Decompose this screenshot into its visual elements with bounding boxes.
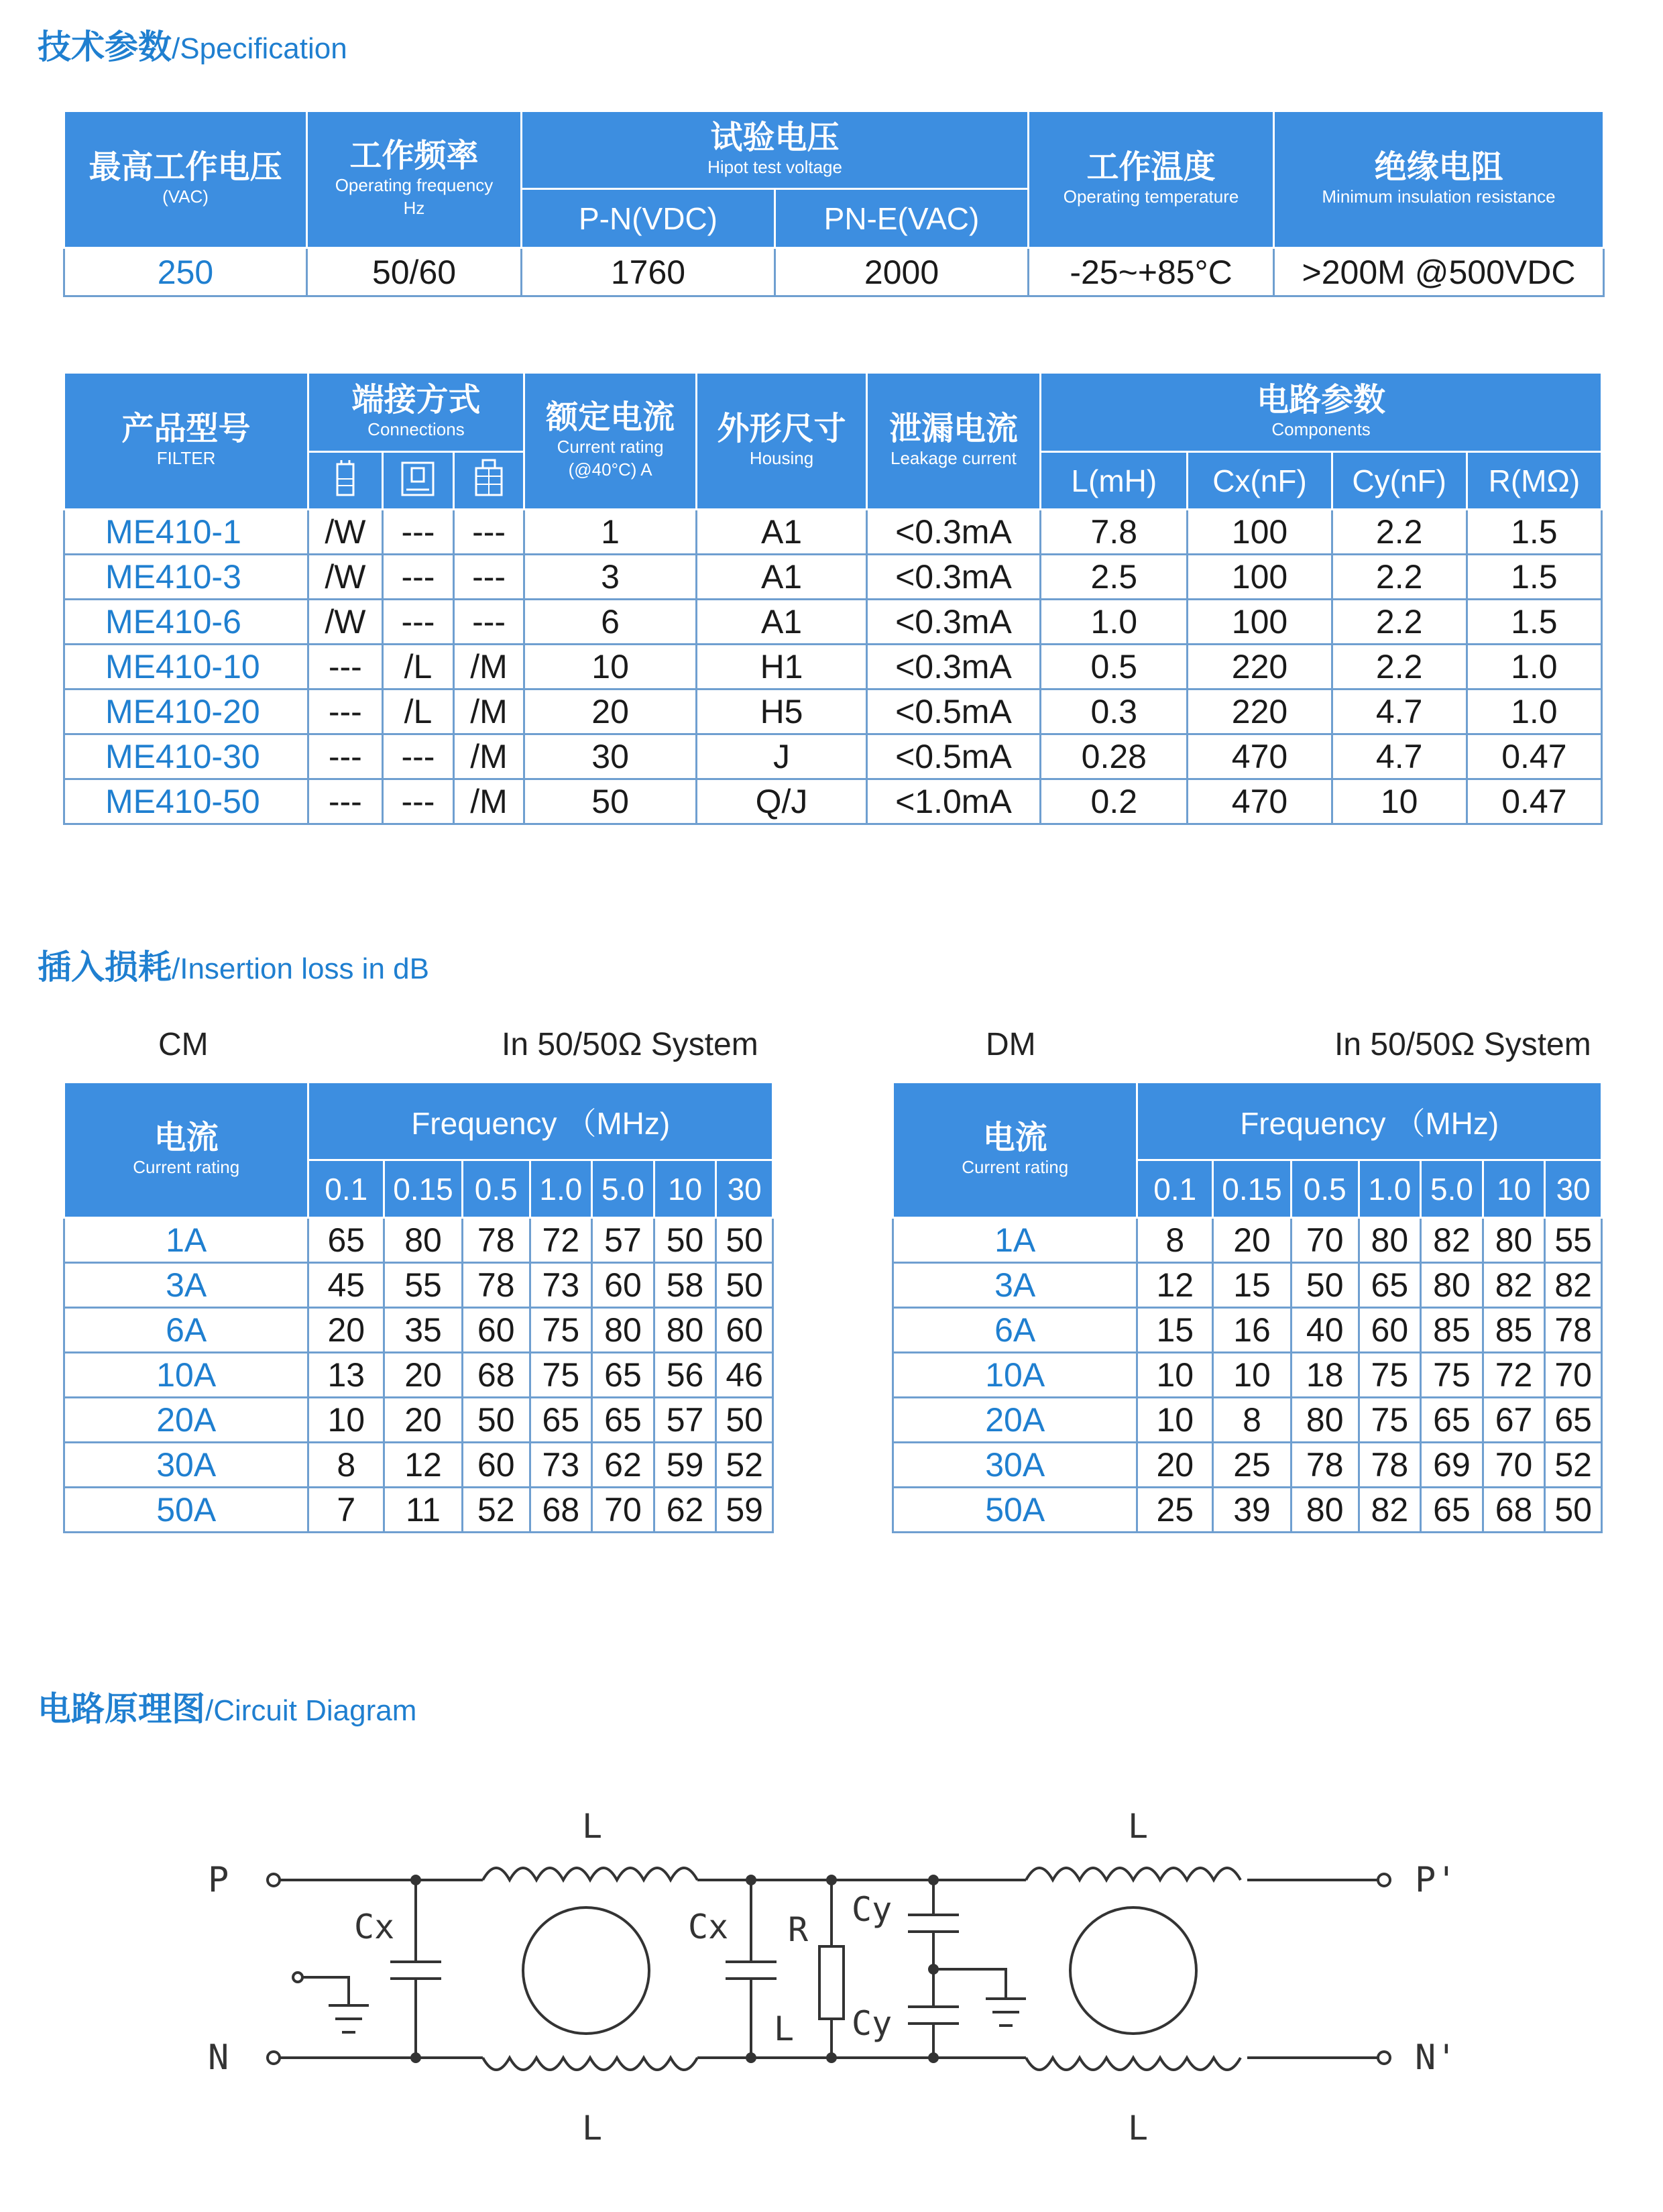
header-housing: 外形尺寸 Housing	[697, 373, 866, 510]
loss-cell: 70	[592, 1488, 654, 1533]
current-cell: 50A	[893, 1488, 1137, 1533]
loss-cell: 25	[1137, 1488, 1213, 1533]
model-cell: ME410-20	[64, 689, 308, 734]
loss-cell: 65	[1421, 1398, 1483, 1443]
loss-cell: 50	[716, 1398, 773, 1443]
loss-cell: 78	[1545, 1308, 1602, 1353]
header-frequency: 工作频率 Operating frequency Hz	[307, 111, 522, 248]
current-cell: 30A	[893, 1443, 1137, 1488]
capacitor-cy2-label: Cy	[852, 2004, 893, 2043]
model-cell: ME410-3	[64, 555, 308, 600]
current-cell: 20A	[64, 1398, 308, 1443]
table-row	[893, 1353, 1602, 1398]
table-cell: <0.5mA	[866, 734, 1040, 779]
table-cell: /M	[454, 779, 524, 824]
loss-cell: 58	[654, 1263, 716, 1308]
header-l: L(mH)	[1041, 452, 1188, 510]
table-row	[64, 1353, 773, 1398]
loss-cell: 60	[462, 1308, 530, 1353]
freq-cell: 5.0	[592, 1160, 654, 1218]
table-cell: 1.5	[1467, 510, 1601, 555]
inductor-2-bottom	[1026, 2058, 1241, 2070]
table-cell: <0.3mA	[866, 645, 1040, 689]
table-cell: 1.0	[1467, 689, 1601, 734]
loss-cell: 73	[530, 1263, 592, 1308]
freq-cell: 1.0	[1359, 1160, 1421, 1218]
freq-cell: 0.1	[308, 1160, 384, 1218]
loss-cell: 45	[308, 1263, 384, 1308]
loss-cell: 65	[1421, 1488, 1483, 1533]
table-cell: A1	[697, 510, 866, 555]
freq-cell: 30	[716, 1160, 773, 1218]
loss-cell: 16	[1213, 1308, 1292, 1353]
loss-cell: 80	[654, 1308, 716, 1353]
loss-cell: 65	[592, 1353, 654, 1398]
table-cell: Q/J	[697, 779, 866, 824]
current-cell: 30A	[64, 1443, 308, 1488]
table-cell: 7.8	[1041, 510, 1188, 555]
loss-cell: 15	[1137, 1308, 1213, 1353]
loss-cell: 50	[716, 1263, 773, 1308]
table-cell: ---	[382, 779, 454, 824]
spec-cell: 50/60	[307, 248, 522, 296]
loss-cell: 25	[1213, 1443, 1292, 1488]
inductor-1-bottom-label: L	[582, 2109, 603, 2148]
loss-cell: 72	[530, 1218, 592, 1263]
loss-cell: 78	[1291, 1443, 1359, 1488]
section-title-circuit: 电路原理图/Circuit Diagram	[38, 1690, 417, 1728]
dm-table-body	[893, 1218, 1602, 1533]
faston-terminal-icon	[382, 452, 454, 510]
table-cell: /W	[308, 510, 383, 555]
terminal-n-out	[1378, 2052, 1390, 2064]
header-hipot: 试验电压 Hipot test voltage	[522, 111, 1029, 189]
table-cell: J	[697, 734, 866, 779]
current-cell: 3A	[893, 1263, 1137, 1308]
loss-cell: 39	[1213, 1488, 1292, 1533]
section-title-spec: 技术参数/Specification	[38, 28, 347, 66]
loss-cell: 78	[1359, 1443, 1421, 1488]
filter-table	[63, 372, 1603, 825]
current-cell: 6A	[893, 1308, 1137, 1353]
section-title-insertion: 插入损耗/Insertion loss in dB	[38, 948, 429, 986]
table-row	[893, 1398, 1602, 1443]
loss-cell: 52	[1545, 1443, 1602, 1488]
current-cell: 50A	[64, 1488, 308, 1533]
loss-cell: 60	[1359, 1308, 1421, 1353]
table-cell: 1.0	[1041, 600, 1188, 645]
table-cell: /M	[454, 689, 524, 734]
loss-cell: 60	[592, 1263, 654, 1308]
loss-cell: 52	[716, 1443, 773, 1488]
current-cell: 10A	[893, 1353, 1137, 1398]
spec-cell: 1760	[522, 248, 775, 296]
loss-cell: 70	[1483, 1443, 1545, 1488]
loss-cell: 69	[1421, 1443, 1483, 1488]
header-insulation: 绝缘电阻 Minimum insulation resistance	[1274, 111, 1604, 248]
capacitor-cx1-label: Cx	[354, 1907, 395, 1946]
loss-cell: 80	[1421, 1263, 1483, 1308]
table-cell: 100	[1188, 555, 1332, 600]
table-cell: 0.5	[1041, 645, 1188, 689]
loss-cell: 65	[308, 1218, 384, 1263]
table-row	[64, 510, 1602, 555]
table-cell: 470	[1188, 734, 1332, 779]
table-cell: ---	[454, 555, 524, 600]
loss-cell: 67	[1483, 1398, 1545, 1443]
table-row	[64, 689, 1602, 734]
capacitor-cx2	[726, 1880, 777, 2058]
loss-cell: 82	[1421, 1218, 1483, 1263]
loss-cell: 80	[384, 1218, 463, 1263]
loss-cell: 50	[1291, 1263, 1359, 1308]
table-cell: /L	[382, 689, 454, 734]
loss-cell: 35	[384, 1308, 463, 1353]
table-cell: 30	[524, 734, 696, 779]
table-cell: 0.28	[1041, 734, 1188, 779]
loss-cell: 60	[716, 1308, 773, 1353]
current-cell: 10A	[64, 1353, 308, 1398]
loss-cell: 20	[384, 1398, 463, 1443]
header-r: R(MΩ)	[1467, 452, 1601, 510]
freq-cell: 10	[654, 1160, 716, 1218]
table-cell: 0.3	[1041, 689, 1188, 734]
loss-cell: 8	[1137, 1218, 1213, 1263]
spec-cell: 2000	[775, 248, 1029, 296]
cm-loss-table	[63, 1081, 774, 1533]
table-cell: 100	[1188, 600, 1332, 645]
table-row	[893, 1488, 1602, 1533]
loss-cell: 57	[654, 1398, 716, 1443]
dm-label: DM	[986, 1027, 1036, 1062]
cm-label: CM	[158, 1027, 209, 1062]
spec-cell: >200M @500VDC	[1274, 248, 1604, 296]
loss-cell: 50	[716, 1218, 773, 1263]
dm-system: In 50/50Ω System	[1334, 1027, 1591, 1062]
table-cell: 10	[524, 645, 696, 689]
loss-cell: 50	[462, 1398, 530, 1443]
loss-cell: 56	[654, 1353, 716, 1398]
loss-cell: 13	[308, 1353, 384, 1398]
table-row	[64, 734, 1602, 779]
loss-cell: 50	[1545, 1488, 1602, 1533]
dm-loss-table	[892, 1081, 1603, 1533]
table-cell: ---	[382, 734, 454, 779]
loss-cell: 46	[716, 1353, 773, 1398]
table-cell: /M	[454, 734, 524, 779]
table-row	[893, 1308, 1602, 1353]
loss-cell: 78	[462, 1218, 530, 1263]
terminal-p-out-label: P'	[1415, 1860, 1457, 1900]
ground-1-icon	[302, 1977, 369, 2032]
terminal-p-label: P	[208, 1860, 229, 1900]
wire-terminal-icon	[308, 452, 383, 510]
header-frequency-mhz: Frequency （MHz)	[308, 1083, 773, 1160]
freq-cell: 5.0	[1421, 1160, 1483, 1218]
freq-cell: 30	[1545, 1160, 1602, 1218]
table-cell: 0.47	[1467, 734, 1601, 779]
table-cell: 100	[1188, 510, 1332, 555]
loss-cell: 78	[462, 1263, 530, 1308]
capacitor-cx1	[390, 1880, 441, 2058]
loss-cell: 82	[1545, 1263, 1602, 1308]
loss-cell: 80	[592, 1308, 654, 1353]
loss-cell: 52	[462, 1488, 530, 1533]
loss-cell: 59	[654, 1443, 716, 1488]
core-2	[1070, 1907, 1196, 2034]
inductor-1-bottom	[483, 2058, 697, 2070]
loss-cell: 75	[1421, 1353, 1483, 1398]
header-connections: 端接方式 Connections	[308, 373, 524, 452]
current-cell: 6A	[64, 1308, 308, 1353]
table-cell: 1.5	[1467, 600, 1601, 645]
resistor-r	[819, 1880, 844, 2058]
loss-cell: 60	[462, 1443, 530, 1488]
table-cell: 4.7	[1332, 689, 1467, 734]
table-row	[64, 1218, 773, 1263]
inductor-2-bottom-label: L	[1128, 2109, 1149, 2148]
header-current: 电流 Current rating	[64, 1083, 308, 1218]
ground-2-icon	[933, 1969, 1026, 2026]
header-cy: Cy(nF)	[1332, 452, 1467, 510]
table-cell: 2.2	[1332, 600, 1467, 645]
table-cell: H1	[697, 645, 866, 689]
model-cell: ME410-1	[64, 510, 308, 555]
table-cell: H5	[697, 689, 866, 734]
model-cell: ME410-10	[64, 645, 308, 689]
loss-cell: 73	[530, 1443, 592, 1488]
header-temp: 工作温度 Operating temperature	[1029, 111, 1274, 248]
cx2-bottom-label: L	[774, 2009, 795, 2048]
loss-cell: 12	[384, 1443, 463, 1488]
loss-cell: 80	[1291, 1398, 1359, 1443]
loss-cell: 75	[530, 1308, 592, 1353]
loss-cell: 80	[1359, 1218, 1421, 1263]
loss-cell: 75	[530, 1353, 592, 1398]
table-cell: 2.2	[1332, 510, 1467, 555]
table-cell: ---	[308, 645, 383, 689]
cm-system: In 50/50Ω System	[502, 1027, 758, 1062]
table-row	[64, 645, 1602, 689]
capacitor-cy1-label: Cy	[852, 1890, 893, 1929]
inductor-2-top-label: L	[1128, 1807, 1149, 1846]
loss-cell: 20	[384, 1353, 463, 1398]
filter-table-body	[64, 510, 1602, 824]
screw-terminal-icon	[454, 452, 524, 510]
table-cell: ---	[382, 600, 454, 645]
table-cell: 2.2	[1332, 555, 1467, 600]
header-leakage: 泄漏电流 Leakage current	[866, 373, 1040, 510]
table-row	[64, 1308, 773, 1353]
loss-cell: 65	[1545, 1398, 1602, 1443]
loss-cell: 70	[1291, 1218, 1359, 1263]
table-cell: 0.47	[1467, 779, 1601, 824]
table-cell: /M	[454, 645, 524, 689]
loss-cell: 20	[1137, 1443, 1213, 1488]
table-cell: ---	[308, 734, 383, 779]
loss-cell: 20	[308, 1308, 384, 1353]
terminal-p-out	[1378, 1874, 1390, 1886]
loss-cell: 62	[654, 1488, 716, 1533]
loss-cell: 75	[1359, 1353, 1421, 1398]
table-row	[64, 1443, 773, 1488]
inductor-1-top-label: L	[582, 1807, 603, 1846]
table-row	[64, 1263, 773, 1308]
freq-cell: 0.1	[1137, 1160, 1213, 1218]
loss-cell: 65	[1359, 1263, 1421, 1308]
table-cell: <0.3mA	[866, 510, 1040, 555]
freq-cell: 10	[1483, 1160, 1545, 1218]
inductor-1-top	[483, 1868, 697, 1880]
model-cell: ME410-50	[64, 779, 308, 824]
table-cell: 4.7	[1332, 734, 1467, 779]
table-cell: ---	[454, 510, 524, 555]
header-pne: PN-E(VAC)	[775, 189, 1029, 248]
loss-cell: 62	[592, 1443, 654, 1488]
loss-cell: 85	[1483, 1308, 1545, 1353]
terminal-p	[268, 1874, 280, 1886]
table-row	[893, 1218, 1602, 1263]
model-cell: ME410-30	[64, 734, 308, 779]
table-cell: 220	[1188, 689, 1332, 734]
loss-cell: 65	[592, 1398, 654, 1443]
loss-cell: 50	[654, 1218, 716, 1263]
current-cell: 1A	[893, 1218, 1137, 1263]
table-cell: 10	[1332, 779, 1467, 824]
table-cell: /W	[308, 555, 383, 600]
core-1	[523, 1907, 649, 2034]
table-cell: 6	[524, 600, 696, 645]
loss-cell: 7	[308, 1488, 384, 1533]
freq-cell: 0.5	[462, 1160, 530, 1218]
table-cell: 470	[1188, 779, 1332, 824]
model-cell: ME410-6	[64, 600, 308, 645]
table-cell: 0.2	[1041, 779, 1188, 824]
loss-cell: 82	[1359, 1488, 1421, 1533]
header-current: 电流 Current rating	[893, 1083, 1137, 1218]
table-row	[64, 600, 1602, 645]
loss-cell: 10	[1213, 1353, 1292, 1398]
header-rating: 额定电流 Current rating (@40°C) A	[524, 373, 696, 510]
loss-cell: 57	[592, 1218, 654, 1263]
resistor-r-label: R	[788, 1910, 809, 1949]
loss-cell: 80	[1291, 1488, 1359, 1533]
loss-cell: 70	[1545, 1353, 1602, 1398]
header-components: 电路参数 Components	[1041, 373, 1602, 452]
spec-cell: 250	[64, 248, 307, 296]
header-max-voltage: 最高工作电压 (VAC)	[64, 111, 307, 248]
table-cell: 2.2	[1332, 645, 1467, 689]
table-cell: 3	[524, 555, 696, 600]
loss-cell: 8	[1213, 1398, 1292, 1443]
freq-cell: 0.5	[1291, 1160, 1359, 1218]
loss-cell: 55	[384, 1263, 463, 1308]
terminal-n	[268, 2052, 280, 2064]
table-row	[64, 779, 1602, 824]
table-cell: <0.3mA	[866, 600, 1040, 645]
table-cell: ---	[382, 510, 454, 555]
table-row	[893, 1263, 1602, 1308]
loss-cell: 68	[462, 1353, 530, 1398]
freq-cell: 1.0	[530, 1160, 592, 1218]
table-cell: /L	[382, 645, 454, 689]
table-cell: 220	[1188, 645, 1332, 689]
table-cell: <0.5mA	[866, 689, 1040, 734]
loss-cell: 59	[716, 1488, 773, 1533]
loss-cell: 10	[308, 1398, 384, 1443]
current-cell: 3A	[64, 1263, 308, 1308]
table-cell: /W	[308, 600, 383, 645]
loss-cell: 55	[1545, 1218, 1602, 1263]
loss-cell: 65	[530, 1398, 592, 1443]
cm-table-body	[64, 1218, 773, 1533]
spec-table	[63, 110, 1605, 297]
loss-cell: 68	[530, 1488, 592, 1533]
table-cell: ---	[308, 779, 383, 824]
circuit-diagram	[0, 1798, 1663, 2173]
freq-cell: 0.15	[1213, 1160, 1292, 1218]
terminal-n-label: N	[208, 2038, 229, 2078]
table-cell: ---	[454, 600, 524, 645]
loss-cell: 10	[1137, 1398, 1213, 1443]
table-cell: 1.5	[1467, 555, 1601, 600]
loss-cell: 80	[1483, 1218, 1545, 1263]
table-row	[64, 1398, 773, 1443]
table-row	[64, 555, 1602, 600]
table-cell: 1	[524, 510, 696, 555]
table-cell: <1.0mA	[866, 779, 1040, 824]
freq-cell: 0.15	[384, 1160, 463, 1218]
loss-cell: 11	[384, 1488, 463, 1533]
loss-cell: 68	[1483, 1488, 1545, 1533]
table-row	[893, 1443, 1602, 1488]
header-model: 产品型号 FILTER	[64, 373, 308, 510]
loss-cell: 75	[1359, 1398, 1421, 1443]
table-cell: 20	[524, 689, 696, 734]
table-cell: A1	[697, 600, 866, 645]
table-cell: 2.5	[1041, 555, 1188, 600]
table-cell: 1.0	[1467, 645, 1601, 689]
table-cell: A1	[697, 555, 866, 600]
loss-cell: 15	[1213, 1263, 1292, 1308]
loss-cell: 8	[308, 1443, 384, 1488]
current-cell: 20A	[893, 1398, 1137, 1443]
loss-cell: 40	[1291, 1308, 1359, 1353]
header-cx: Cx(nF)	[1188, 452, 1332, 510]
capacitor-cx2-label: Cx	[688, 1907, 729, 1946]
table-cell: 50	[524, 779, 696, 824]
table-cell: <0.3mA	[866, 555, 1040, 600]
header-pn: P-N(VDC)	[522, 189, 775, 248]
loss-cell: 10	[1137, 1353, 1213, 1398]
loss-cell: 12	[1137, 1263, 1213, 1308]
header-frequency-mhz: Frequency （MHz)	[1137, 1083, 1602, 1160]
table-cell: ---	[382, 555, 454, 600]
loss-cell: 20	[1213, 1218, 1292, 1263]
loss-cell: 82	[1483, 1263, 1545, 1308]
terminal-n-out-label: N'	[1415, 2038, 1457, 2078]
table-row	[64, 1488, 773, 1533]
loss-cell: 72	[1483, 1353, 1545, 1398]
current-cell: 1A	[64, 1218, 308, 1263]
spec-cell: -25~+85°C	[1029, 248, 1274, 296]
inductor-2-top	[1026, 1868, 1241, 1880]
loss-cell: 18	[1291, 1353, 1359, 1398]
table-cell: ---	[308, 689, 383, 734]
loss-cell: 85	[1421, 1308, 1483, 1353]
